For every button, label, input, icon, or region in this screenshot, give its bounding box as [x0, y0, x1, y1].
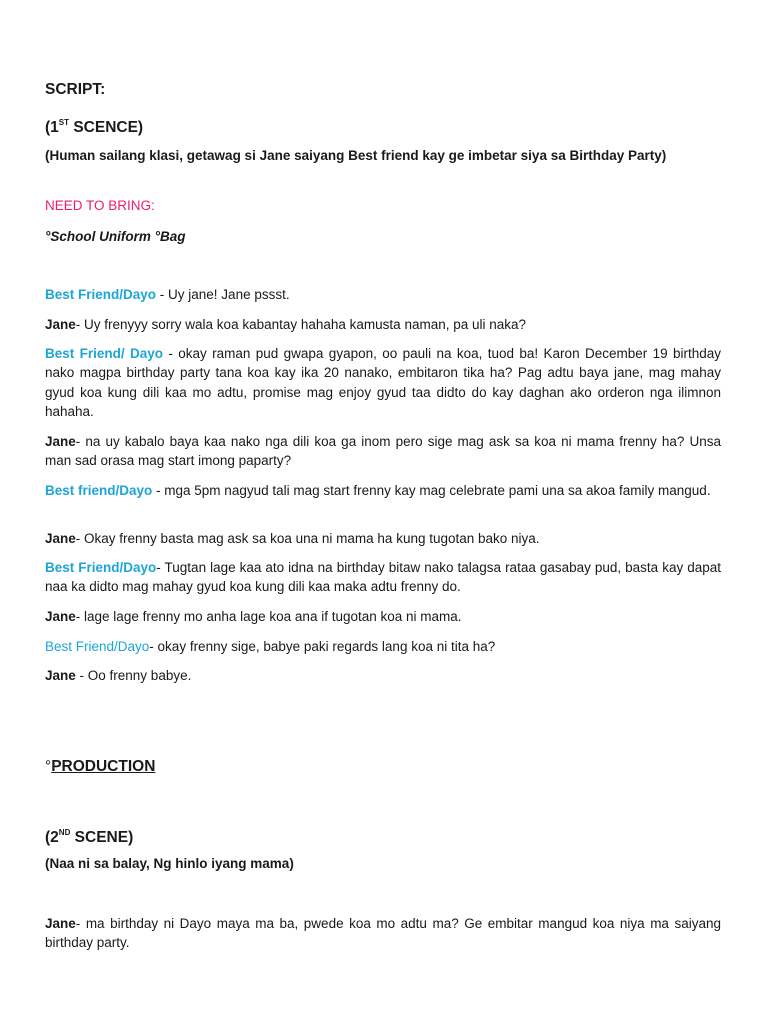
dialogue-line [45, 914, 721, 953]
speaker-sep: - [75, 668, 88, 683]
production-label: PRODUCTION [51, 758, 156, 775]
speaker-sep: - [75, 609, 85, 624]
speaker-sep: - [156, 287, 169, 302]
speaker-sep: - [75, 434, 86, 449]
speaker-jane: Jane [45, 668, 76, 683]
scene-1-heading [45, 113, 721, 138]
dialogue-text: na uy kabalo baya kaa nako nga dili koa ga inom pero sige mag ask sa koa ni mama frenny ha? Unsa man sad orasa mag start imong paparty? [45, 434, 721, 469]
speaker-best-friend: Best Friend/Dayo [45, 639, 150, 654]
script-heading: SCRIPT: [45, 81, 106, 98]
dialogue-line [45, 315, 721, 334]
speaker-sep: - [75, 916, 86, 931]
dialogue-text: ma birthday ni Dayo maya ma ba, pwede koa mo adtu ma? Ge embitar mangud koa niya ma saiyang birthday party. [45, 916, 721, 951]
dialogue-line [45, 432, 721, 471]
speaker-jane: Jane [45, 317, 76, 332]
dialogue-line [45, 666, 721, 685]
speaker-jane: Jane [45, 916, 76, 931]
dialogue-line [45, 285, 721, 304]
scene-1-sup: ST [58, 118, 70, 127]
dialogue-text: Uy jane! Jane pssst. [168, 287, 290, 302]
speaker-best-friend: Best Friend/Dayo [45, 287, 157, 302]
scene-1-description: (Human sailang klasi, getawag si Jane saiyang Best friend kay ge imbetar siya sa Birthday Party) [45, 148, 667, 163]
dialogue-line [45, 481, 721, 500]
speaker-sep: - [75, 317, 85, 332]
production-bullet: ° [45, 758, 52, 775]
speaker-sep: - [149, 639, 158, 654]
dialogue-text: Uy frenyyy sorry wala koa kabantay hahaha kamusta naman, pa uli naka? [84, 317, 527, 332]
dialogue-text: Okay frenny basta mag ask sa koa una ni mama ha kung tugotan bako niya. [84, 531, 540, 546]
speaker-sep: - [163, 346, 179, 361]
speaker-sep: - [75, 531, 85, 546]
bring-items: °School Uniform °Bag [45, 229, 186, 244]
dialogue-line [45, 607, 721, 626]
scene-2-sup: ND [58, 828, 71, 837]
dialogue-text: Tugtan lage kaa ato idna na birthday bitaw nako talagsa rataa gasabay pud, basta kay dapat naa ka didto mag mahay gyud koa kung dili kaa maka adtu frenny do. [45, 560, 721, 595]
scene-2-description: (Naa ni sa balay, Ng hinlo iyang mama) [45, 856, 294, 871]
speaker-sep: - [156, 560, 165, 575]
need-label-colon: : [151, 198, 155, 213]
dialogue-text: lage lage frenny mo anha lage koa ana if tugotan koa ni mama. [84, 609, 462, 624]
dialogue-text: Oo frenny babye. [87, 668, 192, 683]
speaker-jane: Jane [45, 609, 76, 624]
speaker-best-friend: Best Friend/Dayo [45, 560, 157, 575]
scene-1-suffix: SCENCE) [69, 119, 144, 136]
speaker-jane: Jane [45, 434, 76, 449]
production-heading [45, 757, 721, 777]
need-label-text: NEED TO BRING [45, 198, 152, 213]
dialogue-text: okay frenny sige, babye paki regards lang koa ni tita ha? [157, 639, 496, 654]
speaker-best-friend: Best Friend/ Dayo [45, 346, 164, 361]
dialogue-line [45, 344, 721, 421]
speaker-best-friend: Best friend/Dayo [45, 483, 153, 498]
dialogue-line [45, 637, 721, 656]
speaker-sep: - [152, 483, 165, 498]
scene-2-prefix: (2 [45, 829, 59, 846]
scene-2-suffix: SCENE) [70, 829, 134, 846]
need-to-bring-label [45, 196, 721, 216]
scene-2-heading [45, 823, 721, 848]
dialogue-line [45, 529, 721, 548]
dialogue-text: mga 5pm nagyud tali mag start frenny kay mag celebrate pami una sa akoa family mangud. [164, 483, 711, 498]
scene-1-prefix: (1 [45, 119, 59, 136]
dialogue-text: okay raman pud gwapa gyapon, oo pauli na koa, tuod ba! Karon December 19 birthday nako magpa birthday party tana koa kay ika 20 nanako, embitaron tika ha? Pag adtu baya jane, mag mahay gyud koa kung dili kaa mo adtu, promise mag enjoy gyud taa didto do kay daghan ako orderon nga ilimnon hahaha. [45, 346, 721, 419]
dialogue-line [45, 558, 721, 597]
speaker-jane: Jane [45, 531, 76, 546]
